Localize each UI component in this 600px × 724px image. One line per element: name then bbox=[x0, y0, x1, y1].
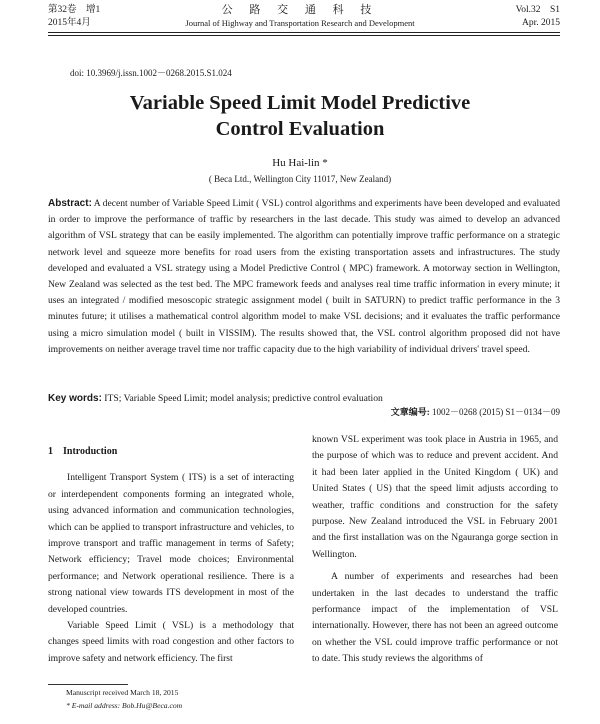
abstract-text: A decent number of Variable Speed Limit ( VSL) control algorithms and experiments have been developed and evaluated in order to improve the performance of traffic by researchers in the last decade. This study was aimed to develop an advanced algorithm of VSL strategy that can be easily implemented. The algorithm can potentially improve traffic performance on a strategic network level and squeeze more benefits for road users from the existing transportation assets and infrastructures. The study developed and evaluated a VSL strategy using a Model Predictive Control ( MPC) framework. A motorway section in Wellington, New Zealand was selected as the test bed. The MPC framework feeds and analyses real time traffic information in every minute; it uses an integrated / modified mesoscopic strategic assignment model ( built in SATURN) to predict traffic performance in the 3 minutes future; it utilises a mathematical control algorithm model to make VSL decisions; and it evaluates the traffic performance using a micro simulation model ( built in VISSIM). The results showed that, the VSL control algorithm proposed did not have improvements on neither average travel time nor traffic capacity due to the high variability of individual drivers' travel speed. bbox=[48, 198, 560, 355]
body-column-right bbox=[312, 432, 558, 668]
section-heading: 1 Introduction bbox=[48, 446, 118, 457]
doi-line: doi: 10.3969/j.issn.1002－0268.2015.S1.024 bbox=[70, 68, 232, 78]
footnote-email: * E-mail address: Bob.Hu@Beca.com bbox=[66, 701, 183, 710]
journal-title-cn: 公 路 交 通 科 技 bbox=[221, 4, 379, 16]
author-affiliation: ( Beca Ltd., Wellington City 11017, New Zealand) bbox=[208, 174, 392, 184]
body-paragraph: Intelligent Transport System ( ITS) is a set of interacting or interdependent components forming an integrated whole, using advanced information and communication technologies, which can be applied to transport infrastructure and vehicles, to improve transport and traffic management in terms of Safety; Network efficiency; Travel mode choices; Environmental performance; and Network operational resilience. There is a strong national view towards ITS development in most of the developed countries. bbox=[48, 472, 294, 615]
body-paragraph: known VSL experiment was took place in Austria in 1965, and the purpose of which was to reduce and prevent accident. And it had been later applied in the United Kingdom ( UK) and United States ( US) that the speed limit adjusts according to weather, traffic conditions and construction for the safety purpose. New Zealand introduced the VSL in February 2001 and the first installation was on the Ngauranga gorge section in Wellington. bbox=[312, 434, 558, 560]
date-cn: 2015年4月 bbox=[48, 18, 91, 28]
body-column-left bbox=[48, 432, 294, 667]
author-name: Hu Hai-lin * bbox=[272, 157, 328, 169]
body-paragraph: Variable Speed Limit ( VSL) is a methodology that changes speed limits with road congestion and other factors to improve safety and network efficiency. The first bbox=[48, 620, 294, 664]
volume-en: Vol.32 S1 bbox=[515, 5, 560, 15]
article-number-value: 1002－0268 (2015) S1－0134－09 bbox=[429, 407, 560, 417]
paper-title bbox=[0, 90, 600, 142]
running-header-right bbox=[516, 4, 560, 30]
abstract-label: Abstract: bbox=[48, 198, 92, 209]
keywords-label: Key words: bbox=[48, 393, 102, 404]
footnote-rule bbox=[48, 684, 128, 685]
header-rule-top bbox=[48, 32, 560, 33]
header-rule-bottom bbox=[48, 35, 560, 36]
abstract bbox=[48, 196, 560, 358]
running-header-center bbox=[0, 4, 600, 30]
volume-cn: 第32卷 增1 bbox=[48, 5, 101, 15]
article-number-label: 文章编号: bbox=[390, 407, 430, 417]
body-paragraph: A number of experiments and researches had been undertaken in the last decades to understand the traffic performance impact of the implementation of VSL internationally. However, there has not been an agreed outcome on whether the VSL could improve traffic performance or not to date. This study reviews the algorithms of bbox=[312, 571, 558, 665]
article-number bbox=[391, 405, 560, 418]
keywords-text: ITS; Variable Speed Limit; model analysis; predictive control evaluation bbox=[101, 393, 383, 404]
title-line-1: Variable Speed Limit Model Predictive bbox=[129, 92, 471, 114]
date-en: Apr. 2015 bbox=[522, 18, 560, 28]
keywords bbox=[48, 392, 560, 406]
title-line-2: Control Evaluation bbox=[215, 118, 385, 140]
journal-title-en: Journal of Highway and Transportation Research and Development bbox=[185, 18, 415, 28]
footnote-received: Manuscript received March 18, 2015 bbox=[66, 688, 179, 697]
